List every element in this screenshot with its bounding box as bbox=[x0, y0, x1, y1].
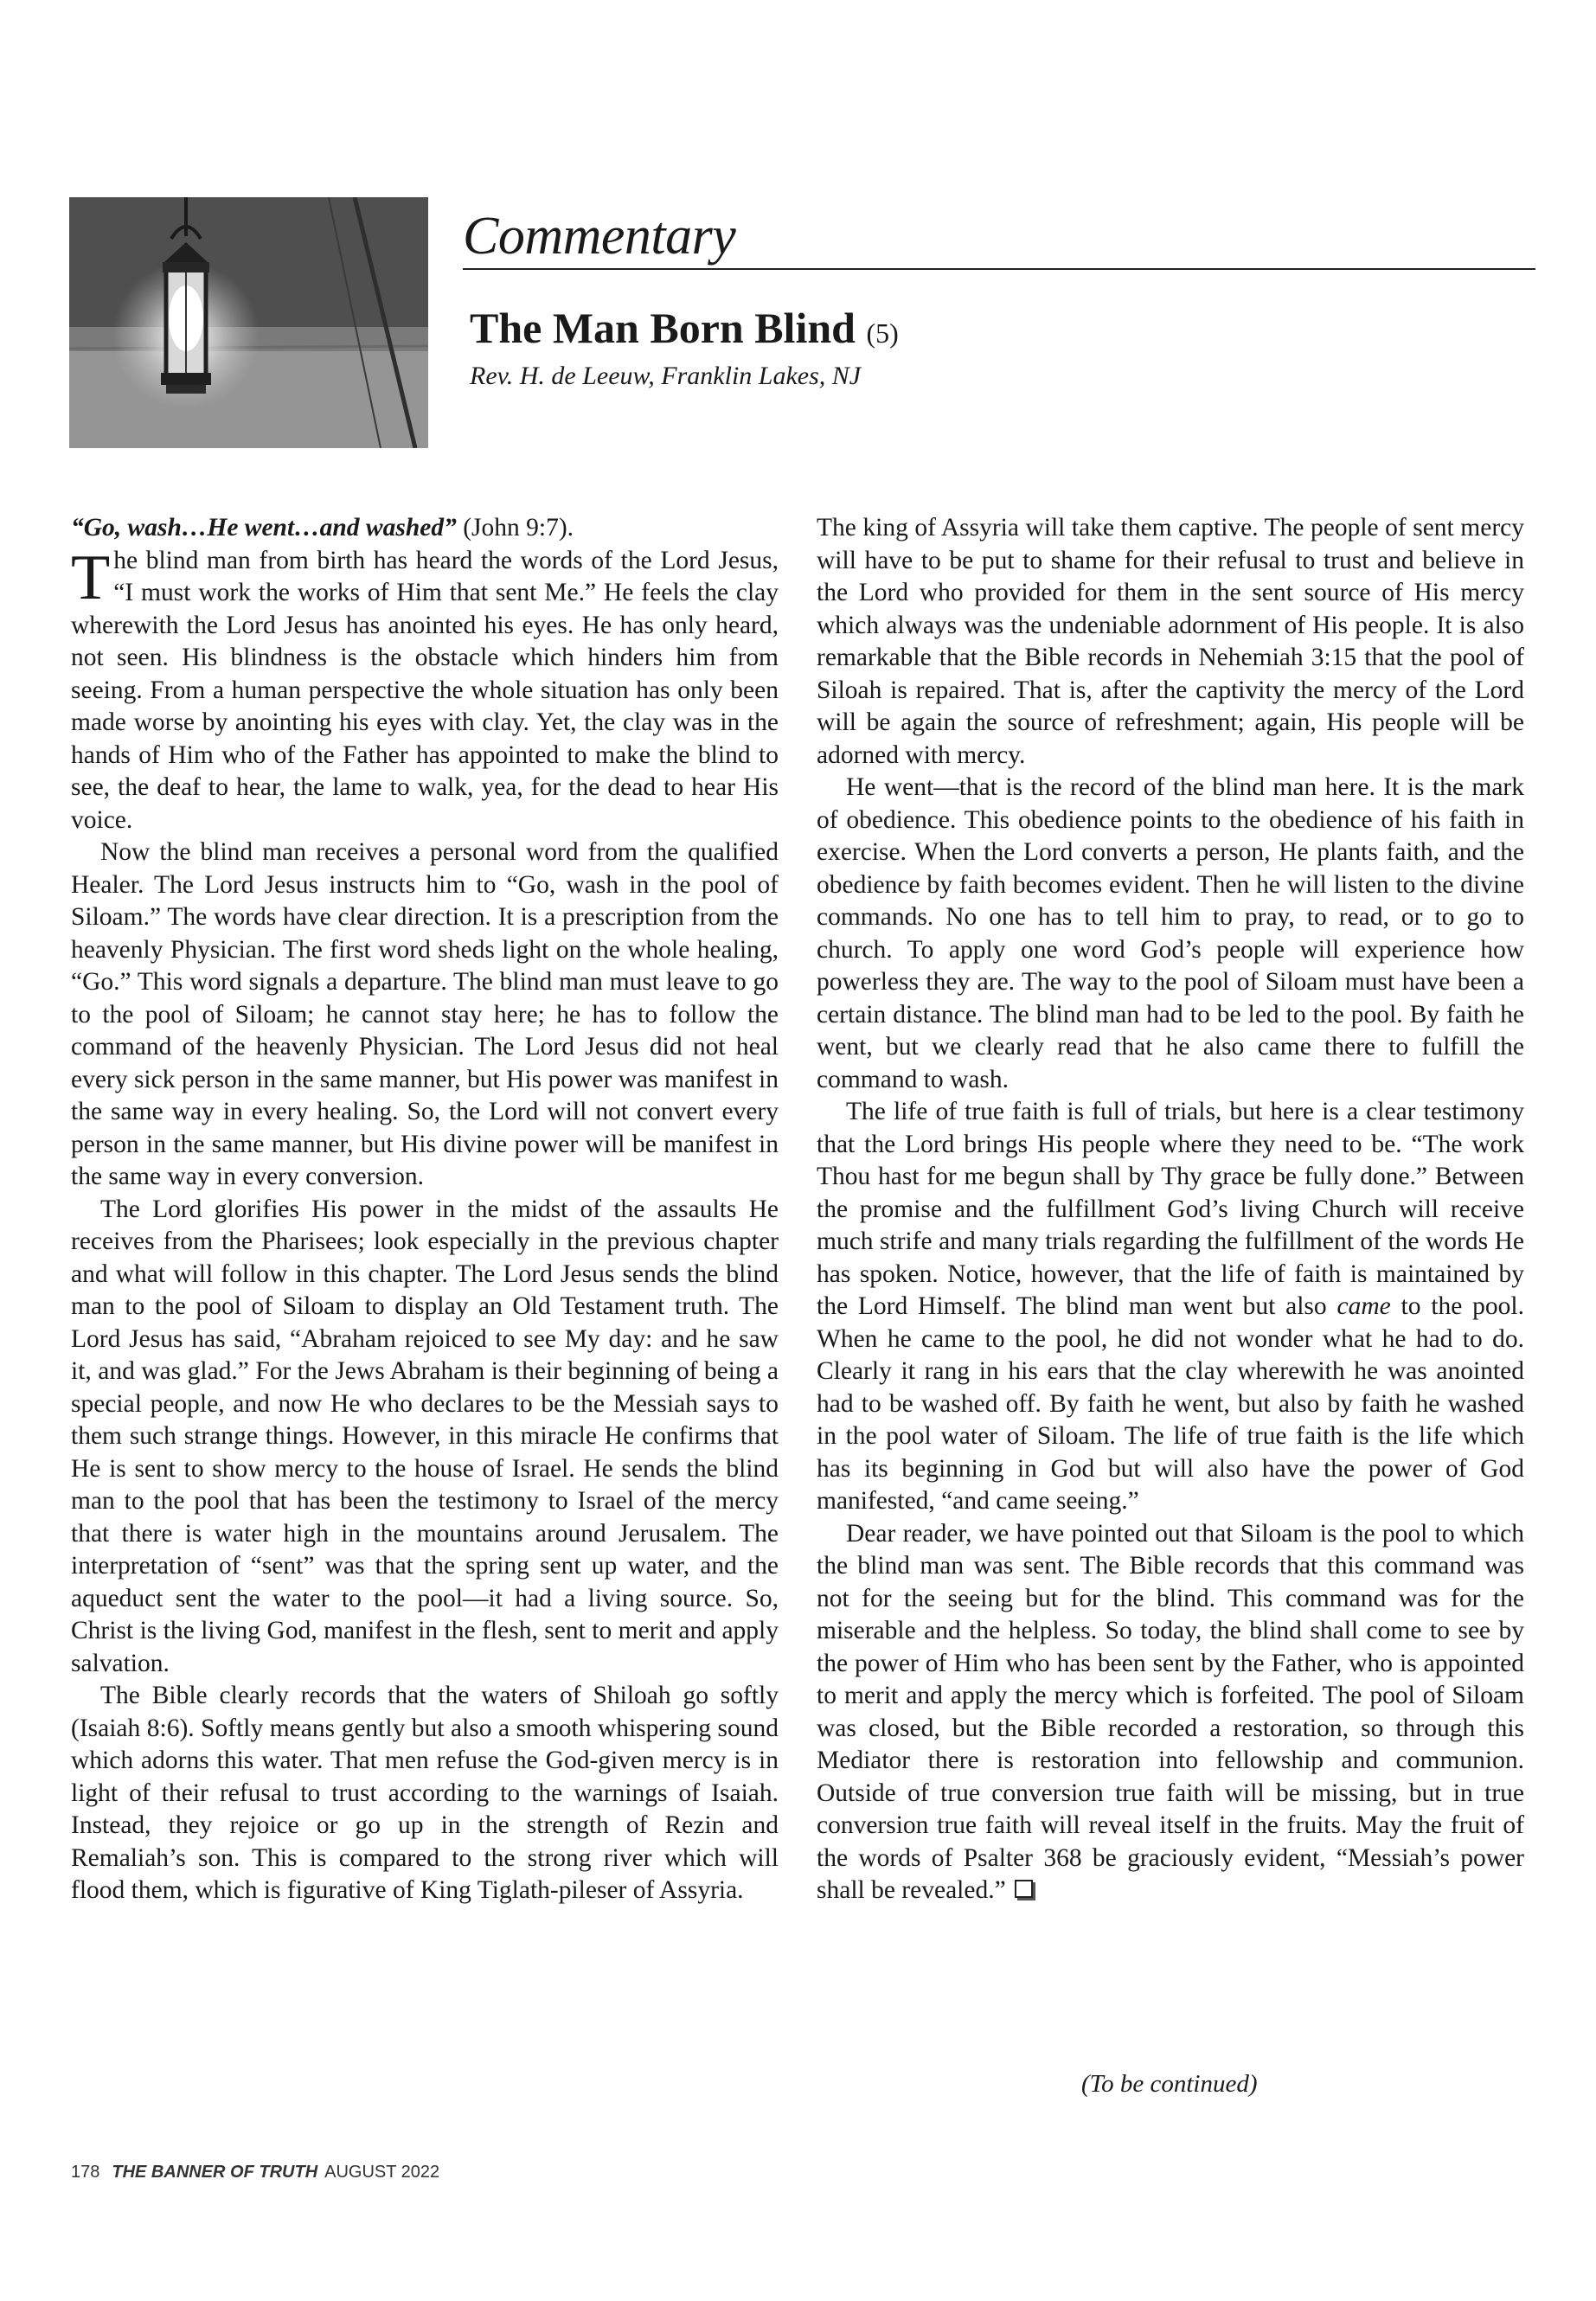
paragraph: Now the blind man receives a personal word from the qualified Healer. The Lord Jesus instructs him to “Go, wash in the pool of Siloam.” The words have clear direction. It is a prescription from the heavenly Physician. The first word sheds light on the whole healing, “Go.” This word signals a departure. The blind man must leave to go to the pool of Siloam; he cannot stay here; he has to follow the command of the heavenly Physician. The Lord Jesus did not heal every sick person in the same manner, but His power was manifest in the same way in every healing. So, the Lord will not convert every person in the same manner, but His divine power will be manifest in the same way in every conversion. bbox=[71, 838, 779, 1190]
publication-name: THE BANNER OF TRUTH bbox=[112, 2163, 318, 2182]
page-number: 178 bbox=[71, 2163, 100, 2182]
article-part: (5) bbox=[866, 317, 899, 349]
faith-paragraph bbox=[817, 1096, 1524, 1518]
continuation-paragraph: The king of Assyria will take them captive. The people of sent mercy will have to be put to shame for their refusal to trust and believe in the Lord who provided for them in the sent source of His mercy which always was the undeniable adornment of His people. It is also remarkable that the Bible records in Nehemiah 3:15 that the pool of Siloah is repaired. That is, after the captivity the mercy of the Lord will be again the source of refreshment; again, His people will be adorned with mercy. bbox=[817, 514, 1524, 769]
paragraph: He went—that is the record of the blind man here. It is the mark of obedience. This obedience points to the obedience of his faith in exercise. When the Lord converts a person, He plants faith, and the obedience by faith becomes evident. Then he will listen to the divine commands. No one has to tell him to pray, to read, or to go to church. To apply one word God’s people will experience how powerless they are. The way to the pool of Siloam must have been a certain distance. The blind man had to be led to the pool. By faith he went, but we clearly read that he also came there to fulfill the command to wash. bbox=[817, 773, 1524, 1093]
lantern-photo bbox=[69, 197, 428, 448]
epigraph-quote: “Go, wash…He went…and washed” bbox=[71, 514, 457, 542]
issue-date: AUGUST 2022 bbox=[324, 2163, 440, 2182]
first-paragraph bbox=[71, 542, 779, 837]
paragraph: The Bible clearly records that the waters of Shiloah go softly (Isaiah 8:6). Softly means gently but also a smooth whispering sound which adorns this water. That men refuse the God-given mercy is in light of their refusal to trust according to the warnings of Isaiah. Instead, they rejoice or go up in the strength of Rezin and Remaliah’s son. This is compared to the strong river which will flood them, which is figurative of King Tiglath-pileser of Assyria. bbox=[71, 1682, 779, 1904]
section-rule bbox=[463, 268, 1535, 270]
first-paragraph-text: he blind man from birth has heard the words of the Lord Jesus, “I must work the works of Him that sent Me.” He feels the clay wherewith the Lord Jesus has anointed his eyes. He has only heard, not seen. His blindness is the obstacle which hinders him from seeing. From a human perspective the whole situation has only been made worse by anointing his eyes with clay. Yet, the clay was in the hands of Him who of the Father has appointed to make the blind to see, the deaf to hear, the lame to walk, yea, for the dead to hear His voice. bbox=[71, 546, 779, 834]
faith-paragraph-before: The life of true faith is full of trials, but here is a clear testimony that the Lord brings His people where they need to be. “The work Thou hast for me begun shall by Thy grace be fully done.” Between the promise and the fulfillment God’s living Church will receive much strife and many trials regarding the fulfillment of the words He has spoken. Notice, however, that the life of faith is maintained by the Lord Himself. The blind man went but also bbox=[817, 1098, 1524, 1320]
left-column bbox=[71, 512, 779, 1907]
section-title: Commentary bbox=[463, 207, 736, 266]
emphasis-word: came bbox=[1336, 1292, 1391, 1320]
continued-note: (To be continued) bbox=[1081, 2070, 1258, 2098]
faith-paragraph-after: to the pool. When he came to the pool, he did not wonder what he had to do. Clearly it rang in his ears that the clay wherewith he was anointed had to be washed off. By faith he went, but also by faith he washed in the pool water of Siloam. The life of true faith is the life which has its beginning in God but will also have the power of God manifested, “and came seeing.” bbox=[817, 1292, 1524, 1515]
epigraph-reference: (John 9:7). bbox=[463, 514, 574, 542]
right-column bbox=[817, 512, 1524, 1907]
end-mark-icon bbox=[1015, 1880, 1033, 1898]
byline: Rev. H. de Leeuw, Franklin Lakes, NJ bbox=[470, 362, 862, 390]
closing-paragraph bbox=[817, 1518, 1524, 1907]
article-title bbox=[470, 303, 899, 353]
paragraph: The Lord glorifies His power in the midst of the assaults He receives from the Pharisees; look especially in the previous chapter and what will follow in this chapter. The Lord Jesus sends the blind man to the pool of Siloam to display an Old Testament truth. The Lord Jesus has said, “Abraham rejoiced to see My day: and he saw it, and was glad.” For the Jews Abraham is their beginning of being a special people, and now He who declares to be the Messiah says to them such strange things. However, in this miracle He confirms that He is sent to show mercy to the house of Israel. He sends the blind man to the pool that has been the testimony to Israel of the mercy that there is water high in the mountains around Jerusalem. The interpretation of “sent” was that the spring sent up water, and the aqueduct sent the water to the pool—it had a living source. So, Christ is the living God, manifest in the flesh, sent to merit and apply salvation. bbox=[71, 1195, 779, 1677]
epigraph bbox=[71, 512, 779, 545]
lantern-icon bbox=[69, 197, 428, 448]
page-footer bbox=[71, 2163, 439, 2182]
closing-paragraph-text: Dear reader, we have pointed out that Siloam is the pool to which the blind man was sent. The Bible records that this command was not for the seeing but for the blind. This command was for the miserable and the helpless. So today, the blind shall come to see by the power of Him who has been sent by the Father, who is appointed to merit and apply the mercy which is forfeited. The pool of Siloam was closed, but the Bible recorded a restoration, so through this Mediator there is restoration into fellowship and communion. Outside of true conversion true faith will be missing, but in true conversion true faith will reveal itself in the fruits. May the fruit of the words of Psalter 368 be graciously evident, “Messiah’s power shall be revealed.” bbox=[817, 1519, 1524, 1904]
article-title-text: The Man Born Blind bbox=[470, 304, 856, 352]
dropcap: T bbox=[71, 542, 111, 613]
